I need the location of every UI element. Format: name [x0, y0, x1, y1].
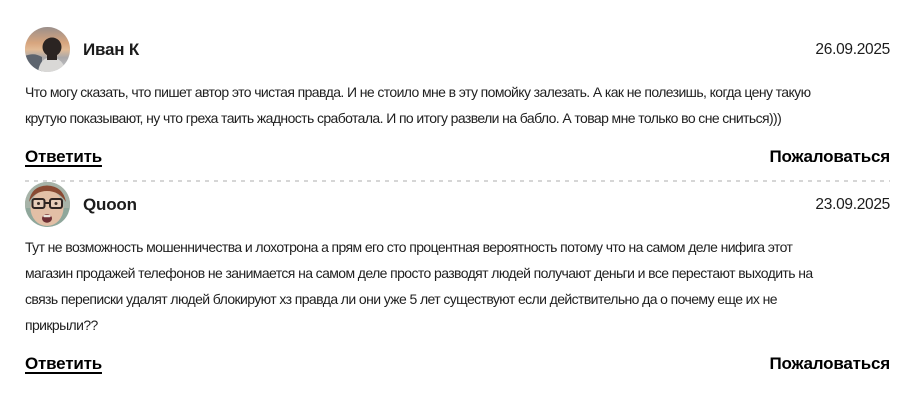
face-with-glasses-photo	[25, 182, 70, 227]
comment-date: 23.09.2025	[815, 195, 890, 213]
sunset-silhouette-photo	[25, 27, 70, 72]
comment-text-line: крутую показывают, ну что греха таить жадность сработала. И по итогу развели на бабло. А товар мне только во сне сниться)))	[25, 110, 782, 126]
comment-date: 26.09.2025	[815, 40, 890, 58]
comment-header	[25, 182, 890, 227]
comment-author: Иван К	[83, 39, 140, 59]
comment-quoon	[25, 182, 890, 374]
avatar	[25, 182, 70, 227]
comment-actions	[25, 147, 890, 167]
reply-link[interactable]: Ответить	[25, 354, 102, 373]
comment-header	[25, 27, 890, 72]
comment-text-line: магазин продажей телефонов не занимается на самом деле просто разводят людей получают деньги и все перестают выходить на	[25, 265, 813, 281]
report-link[interactable]: Пожаловаться	[769, 354, 890, 373]
reply-link[interactable]: Ответить	[25, 147, 102, 166]
comment-text	[25, 79, 890, 131]
comment-text-line: связь переписки удалят людей блокируют хз правда ли они уже 5 лет существуют если действительно да о почему еще их не	[25, 291, 777, 307]
comment-ivan-k	[25, 27, 890, 167]
comment-text-line: Что могу сказать, что пишет автор это чистая правда. И не стоило мне в эту помойку залезать. А как не полезишь, когда цену такую	[25, 84, 811, 100]
comment-text	[25, 234, 890, 338]
report-link[interactable]: Пожаловаться	[769, 147, 890, 166]
comment-text-line: прикрыли??	[25, 317, 98, 333]
comment-text-line: Тут не возможность мошенничества и лохотрона а прям его сто процентная вероятность потому что на самом деле нифига этот	[25, 239, 793, 255]
avatar	[25, 27, 70, 72]
comment-author: Quoon	[83, 194, 137, 214]
comments-section	[0, 27, 907, 374]
comment-actions	[25, 354, 890, 374]
